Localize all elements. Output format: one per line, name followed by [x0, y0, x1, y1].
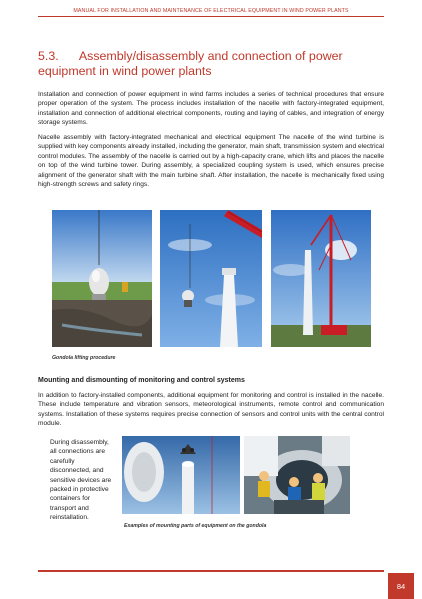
gondola-figure-caption: Gondola lifting procedure [52, 355, 116, 361]
mounting-figure-caption: Examples of mounting parts of equipment on the gondola [124, 523, 267, 529]
photo-nacelle-lift-field [52, 210, 152, 347]
header-rule [38, 16, 384, 17]
footer-rule [38, 570, 384, 572]
intro-paragraph: Installation and connection of power equipment in wind farms includes a series of technical procedures that ensure proper operation of the system. The process includes installation of the nacelle with factory-integrated equipment, installation and connection of additional electrical components, routing and laying of cables, and integration of energy storage systems. [38, 91, 384, 127]
nacelle-paragraph: Nacelle assembly with factory-integrated mechanical and electrical equipment The nacelle of the wind turbine is supplied with key components already installed, including the generator, main shaft, transmission system and electrical control modules. The assembly of the nacelle is carried out by a high-capacity crane, which lifts and places the nacelle on top of the wind turbine tower. During assembly, a specialized coupling system is used, which ensures precise alignment of the generator shaft with the main turbine shaft. After installation, the nacelle is mechanically fixed using high-strength screws and safety rings. [38, 134, 384, 189]
section-title: Assembly/disassembly and connection of power equipment in wind power plants [38, 49, 343, 78]
subsection-heading: Mounting and dismounting of monitoring and control systems [38, 377, 245, 384]
photo-nacelle-lift-tower [160, 210, 262, 347]
monitoring-paragraph: In addition to factory-installed components, additional equipment for monitoring and control is installed in the nacelle. These include temperature and vibration sensors, meteorological instruments, remote control and communication systems. Installation of these systems requires precise connection of sensors and control units with the central control module. [38, 392, 384, 428]
photo-crane-tower [271, 210, 371, 347]
photo-technicians-hub [244, 436, 350, 514]
dismounting-paragraph: During disassembly, all connections are carefully disconnected, and sensitive devices are packed in protective containers for transport and reinstallation. [50, 439, 112, 522]
photo-nacelle-sensors [122, 436, 240, 514]
page-number: 84 [388, 573, 414, 599]
running-header: MANUAL FOR INSTALLATION AND MAINTENANCE OF ELECTRICAL EQUIPMENT IN WIND POWER PLANTS [73, 8, 349, 14]
section-heading [38, 49, 388, 79]
section-number: 5.3. [38, 49, 59, 63]
